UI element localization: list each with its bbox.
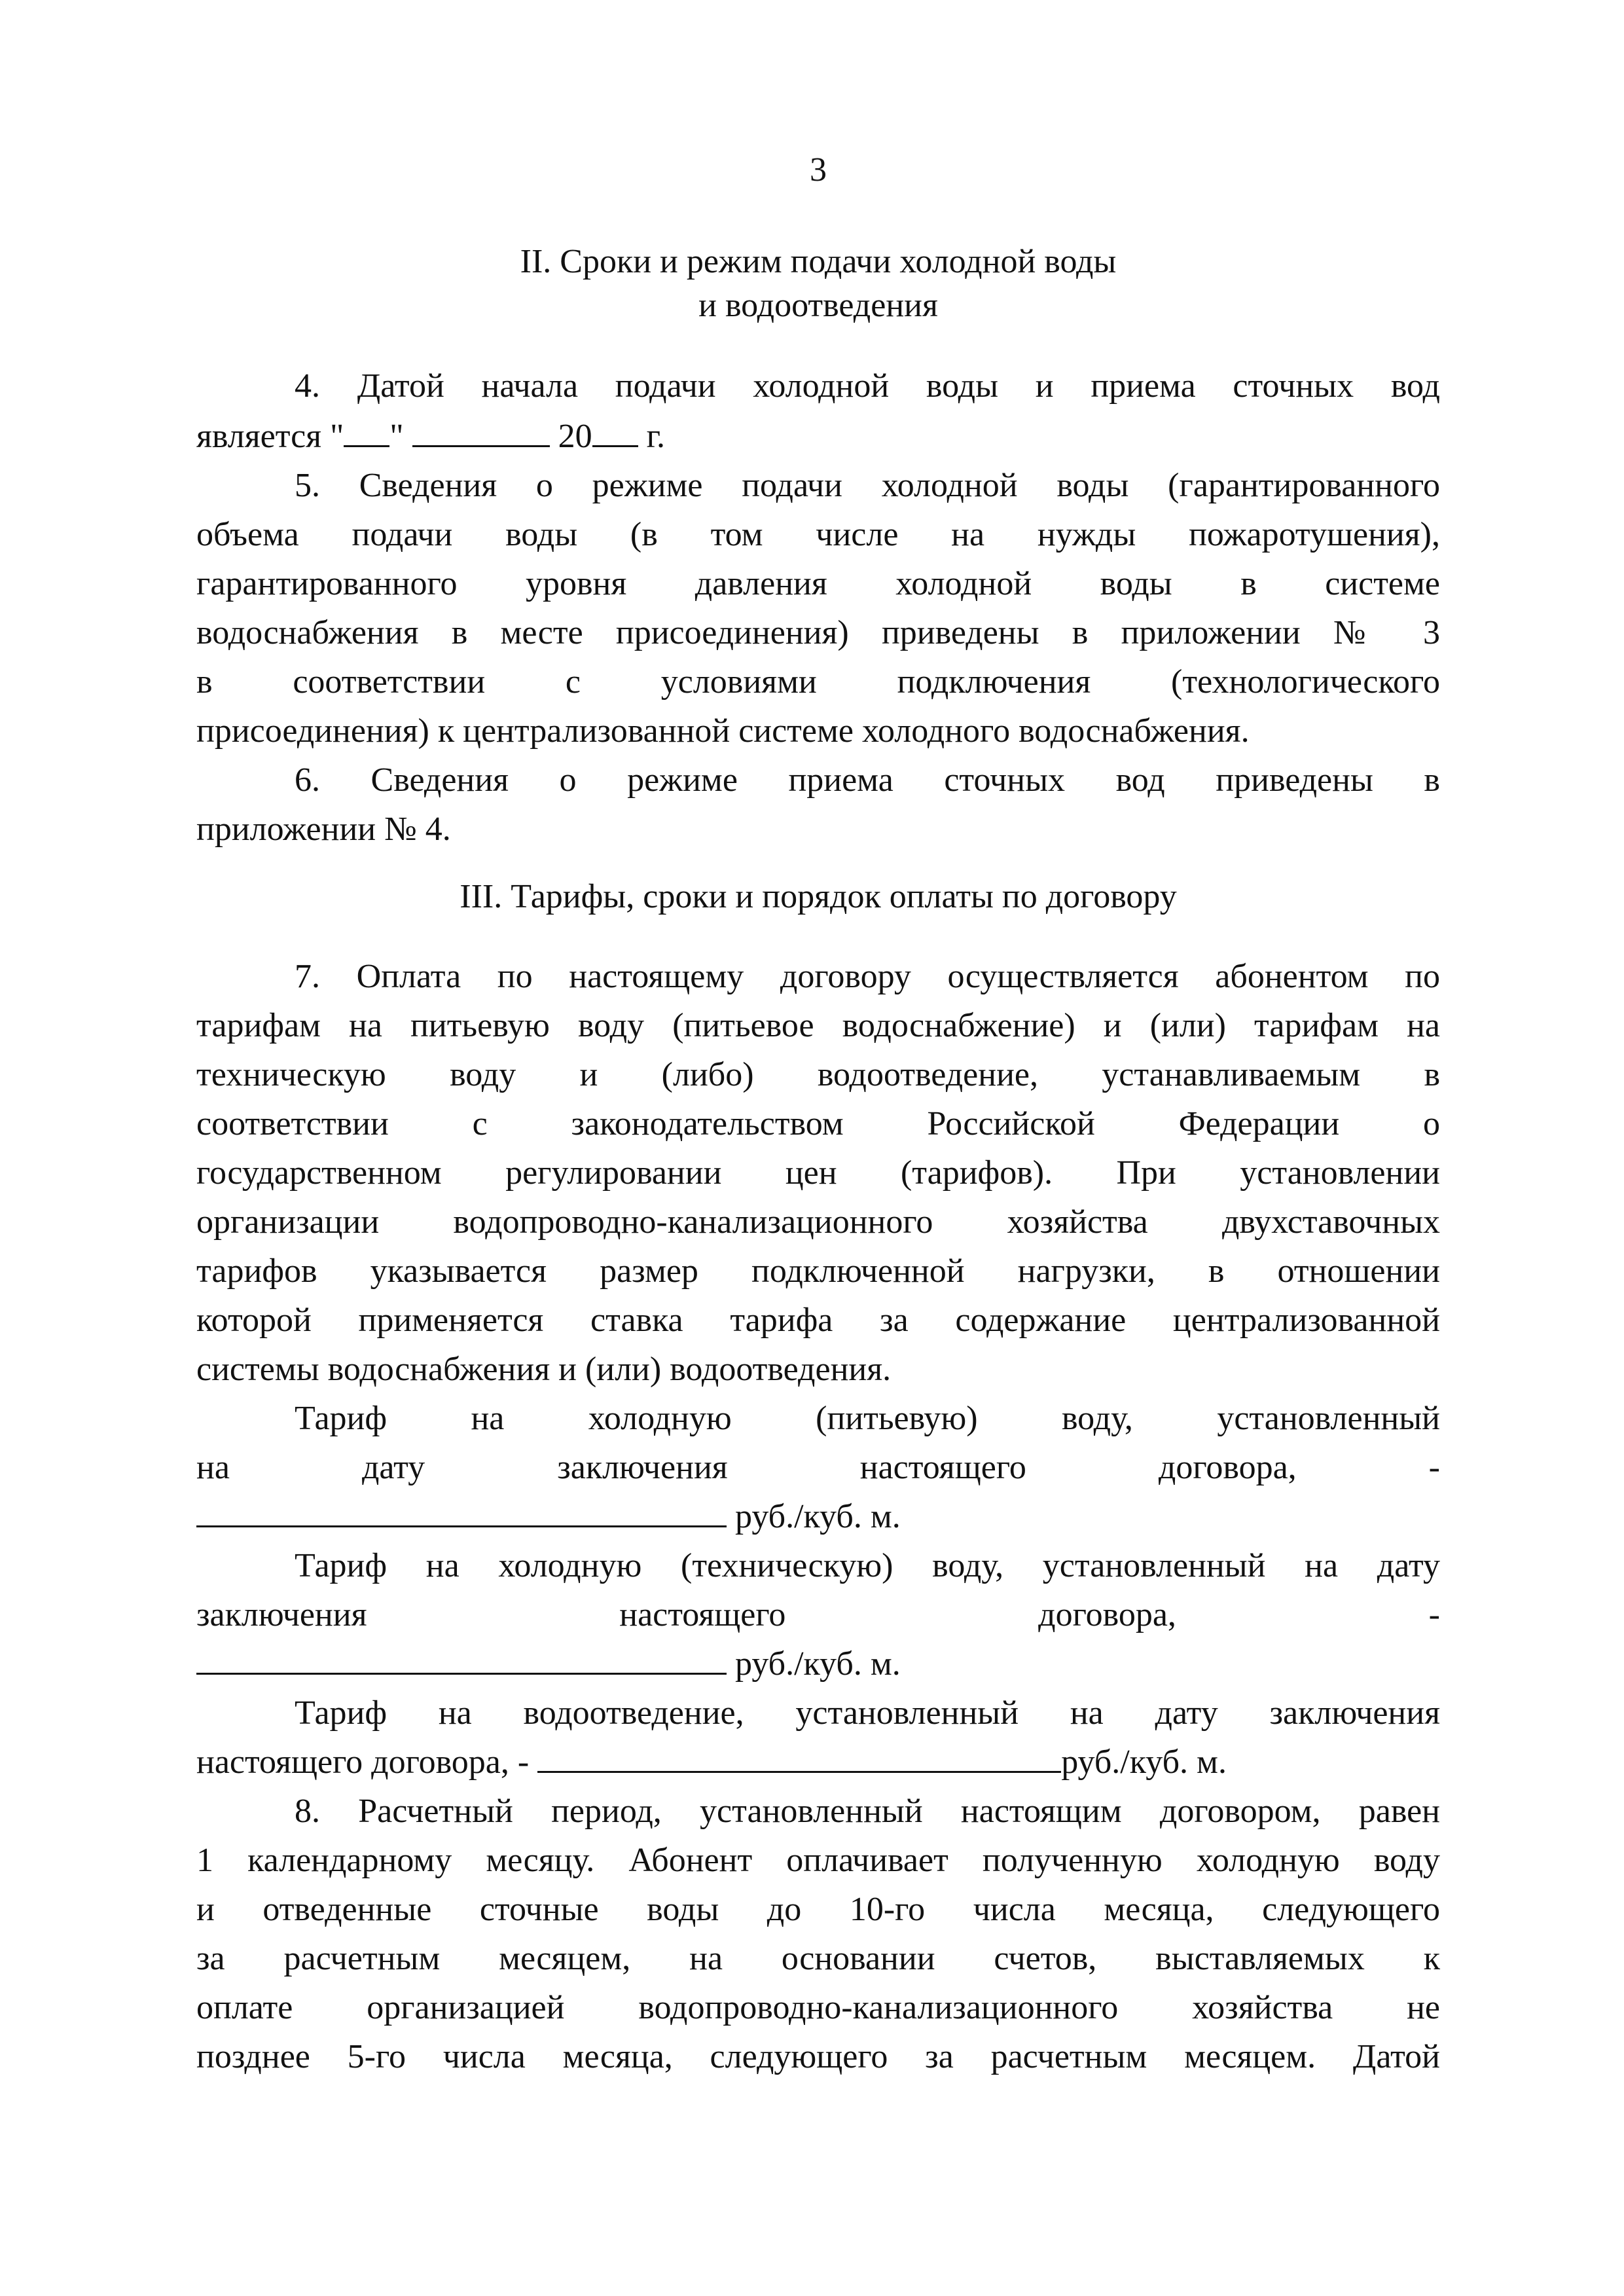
- paragraph-5-line-3: гарантированного уровня давления холодной воды в системе: [196, 565, 1440, 602]
- p4-quote: ": [389, 418, 404, 455]
- tariff-1-unit: руб./куб. м.: [735, 1498, 901, 1535]
- paragraph-8-line-4: за расчетным месяцем, на основании счетов, выставляемых к: [196, 1940, 1440, 1977]
- tariff-2-unit: руб./куб. м.: [735, 1645, 901, 1683]
- paragraph-7-line-9: системы водоснабжения и (или) водоотведения.: [196, 1351, 892, 1388]
- paragraph-8-line-2: 1 календарному месяцу. Абонент оплачивает полученную холодную воду: [196, 1842, 1440, 1879]
- paragraph-7-line-1: 7. Оплата по настоящему договору осуществляется абонентом по: [295, 958, 1440, 995]
- section-2-title-line-2: и водоотведения: [698, 287, 938, 324]
- paragraph-8-line-5: оплате организацией водопроводно-канализационного хозяйства не: [196, 1989, 1440, 2026]
- tariff-1-blank: [196, 1499, 727, 1527]
- p4-prefix: является ": [196, 418, 344, 455]
- tariff-2-line-2: заключения настоящего договора, -: [196, 1596, 1440, 1633]
- p4-suffix: г.: [646, 418, 666, 455]
- paragraph-7-line-5: государственном регулировании цен (тарифов). При установлении: [196, 1154, 1440, 1192]
- tariff-3-blank: [537, 1745, 1061, 1773]
- p4-year: 20: [558, 418, 592, 455]
- tariff-3-line-2: [196, 1743, 1440, 1782]
- year-blank: [592, 419, 638, 447]
- paragraph-8-line-3: и отведенные сточные воды до 10-го числа месяца, следующего: [196, 1891, 1440, 1928]
- tariff-2-line-3: [196, 1645, 1440, 1684]
- day-blank: [344, 419, 389, 447]
- month-blank: [412, 419, 550, 447]
- paragraph-7-line-3: техническую воду и (либо) водоотведение, устанавливаемым в: [196, 1056, 1440, 1093]
- page-number: 3: [810, 151, 827, 189]
- tariff-2-blank: [196, 1647, 727, 1675]
- paragraph-5-line-4: водоснабжения в месте присоединения) приведены в приложении № 3: [196, 614, 1440, 651]
- tariff-3-prefix: настоящего договора, -: [196, 1743, 530, 1781]
- paragraph-5-line-6: присоединения) к централизованной системе холодного водоснабжения.: [196, 712, 1250, 750]
- section-3-title: III. Тарифы, сроки и порядок оплаты по договору: [460, 878, 1177, 915]
- paragraph-5-line-2: объема подачи воды (в том числе на нужды пожаротушения),: [196, 516, 1440, 553]
- paragraph-6-line-2: приложении № 4.: [196, 811, 451, 848]
- paragraph-7-line-8: которой применяется ставка тарифа за содержание централизованной: [196, 1302, 1440, 1339]
- tariff-2-line-1: Тариф на холодную (техническую) воду, установленный на дату: [295, 1547, 1440, 1584]
- paragraph-6-line-1: 6. Сведения о режиме приема сточных вод приведены в: [295, 761, 1440, 799]
- paragraph-7-line-6: организации водопроводно-канализационного хозяйства двухставочных: [196, 1203, 1440, 1241]
- paragraph-4-line-2: [196, 417, 1440, 456]
- tariff-1-line-2: на дату заключения настоящего договора, -: [196, 1449, 1440, 1486]
- paragraph-7-line-7: тарифов указывается размер подключенной нагрузки, в отношении: [196, 1252, 1440, 1290]
- paragraph-7-line-2: тарифам на питьевую воду (питьевое водоснабжение) и (или) тарифам на: [196, 1007, 1440, 1044]
- tariff-3-line-1: Тариф на водоотведение, установленный на дату заключения: [295, 1694, 1440, 1732]
- tariff-1-line-3: [196, 1497, 1440, 1537]
- paragraph-5-line-1: 5. Сведения о режиме подачи холодной воды (гарантированного: [295, 467, 1440, 504]
- paragraph-7-line-4: соответствии с законодательством Российской Федерации о: [196, 1105, 1440, 1142]
- section-2-title-line-1: II. Сроки и режим подачи холодной воды: [520, 243, 1117, 280]
- tariff-3-unit: руб./куб. м.: [1061, 1743, 1227, 1781]
- paragraph-5-line-5: в соответствии с условиями подключения (технологического: [196, 663, 1440, 701]
- paragraph-8-line-1: 8. Расчетный период, установленный настоящим договором, равен: [295, 1793, 1440, 1830]
- paragraph-4-line-1: 4. Датой начала подачи холодной воды и приема сточных вод: [295, 367, 1440, 405]
- tariff-1-line-1: Тариф на холодную (питьевую) воду, установленный: [295, 1400, 1440, 1437]
- paragraph-8-line-6: позднее 5-го числа месяца, следующего за расчетным месяцем. Датой: [196, 2038, 1440, 2075]
